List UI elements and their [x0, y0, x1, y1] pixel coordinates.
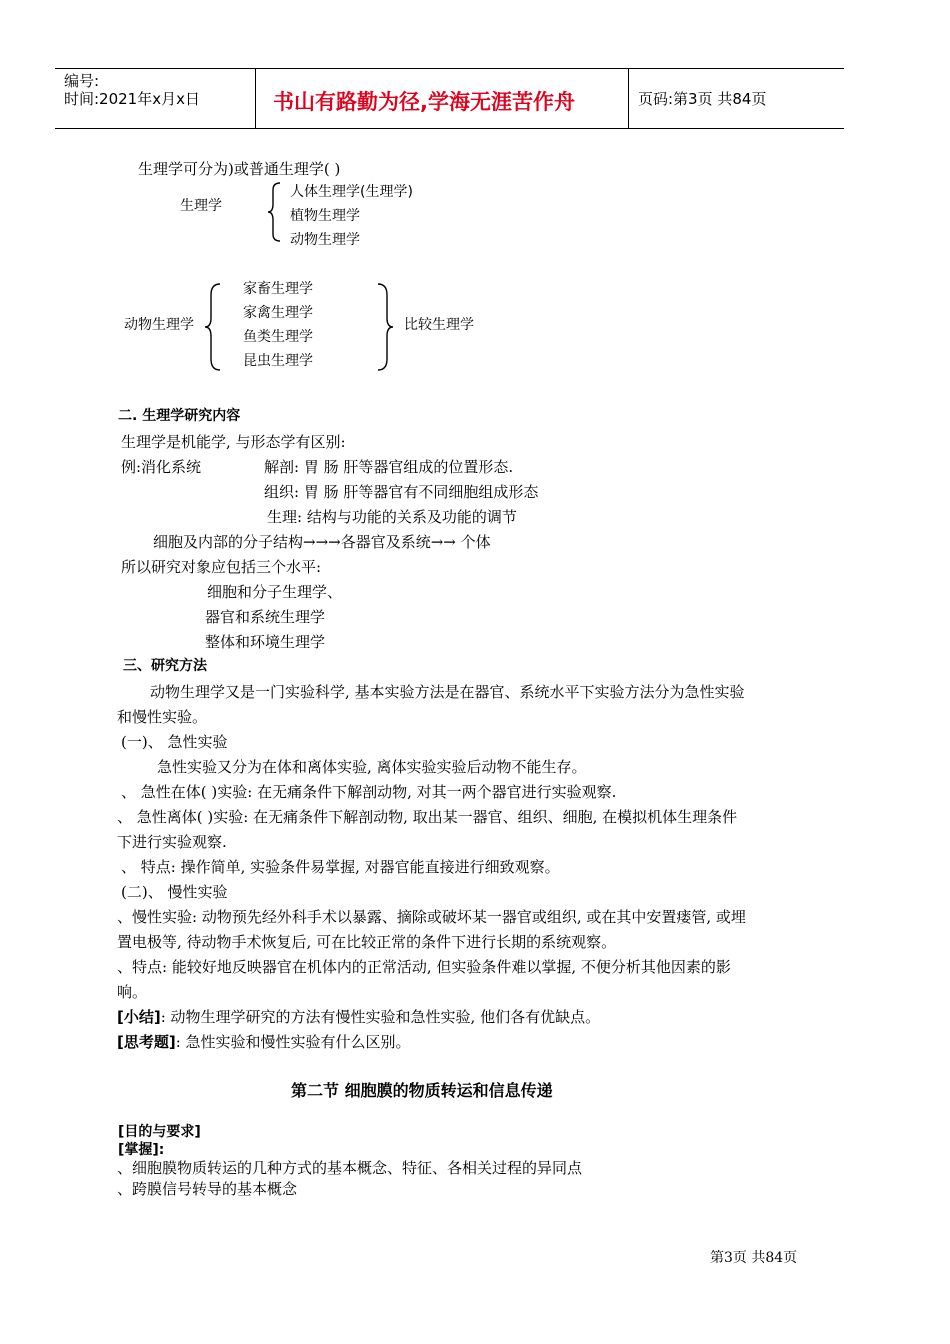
section-title: 第二节 细胞膜的物质转运和信息传递: [291, 1081, 553, 1100]
acute-invivo: 、 急性在体( )实验: 在无痛条件下解剖动物, 对其一两个器官进行实验观察.: [121, 783, 617, 801]
section3-paragraph: 和慢性实验。: [117, 708, 208, 726]
section2-levels-intro: 所以研究对象应包括三个水平:: [121, 558, 322, 576]
goals-label: [目的与要求]: [118, 1124, 201, 1140]
acute-invitro: 下进行实验观察.: [117, 833, 227, 851]
section2-example-tissue: 组织: 胃 肠 肝等器官有不同细胞组成形态: [264, 483, 539, 501]
summary: [117, 1007, 600, 1027]
question-label: [思考题]: [117, 1033, 176, 1051]
summary-text: : 动物生理学研究的方法有慢性实验和急性实验, 他们各有优缺点。: [160, 1008, 601, 1026]
header-top-rule: [55, 68, 844, 69]
goal-item: 、细胞膜物质转运的几种方式的基本概念、特征、各相关过程的异同点: [117, 1159, 583, 1177]
section2-example-physiology: 生理: 结构与功能的关系及功能的调节: [267, 508, 517, 526]
section2-chain: 细胞及内部的分子结构→→→各器官及系统→→ 个体: [153, 533, 491, 551]
section2-example-label: 例:消化系统: [121, 458, 202, 476]
diagram2-branch: 昆虫生理学: [243, 353, 313, 369]
chronic-features: 、特点: 能较好地反映器官在机体内的正常活动, 但实验条件难以掌握, 不便分析其他因素的影: [117, 958, 731, 976]
section2-heading: 二. 生理学研究内容: [118, 408, 241, 424]
section3-heading: 三、研究方法: [123, 658, 207, 674]
header-number-label: 编号:: [64, 72, 100, 90]
header-divider: [628, 68, 629, 129]
section2-example-anatomy: 解剖: 胃 肠 肝等器官组成的位置形态.: [264, 458, 514, 476]
diagram1-root: 生理学: [180, 198, 222, 214]
acute-invitro: 、 急性离体( )实验: 在无痛条件下解剖动物, 取出某一器官、组织、细胞, 在模拟机体生理条件: [117, 808, 738, 826]
diagram2-branch: 家禽生理学: [243, 305, 313, 321]
section2-level: 整体和环境生理学: [205, 633, 326, 651]
diagram2-left-brace: [205, 283, 221, 371]
section2-line: 生理学是机能学, 与形态学有区别:: [121, 433, 346, 451]
header-page-label: 页码:第3页 共84页: [638, 90, 767, 108]
header-divider: [255, 68, 256, 129]
diagram2-branch: 家畜生理学: [243, 281, 313, 297]
header-bottom-rule: [55, 128, 844, 129]
chronic-definition: 置电极等, 待动物手术恢复后, 可在比较正常的条件下进行长期的系统观察。: [117, 933, 617, 951]
diagram2-right-brace: [377, 283, 393, 371]
header-motto: 书山有路勤为径,学海无涯苦作舟: [273, 90, 575, 114]
acute-features: 、 特点: 操作简单, 实验条件易掌握, 对器官能直接进行细致观察。: [121, 858, 560, 876]
intro-line: 生理学可分为)或普通生理学( ): [138, 160, 341, 178]
diagram2-root: 动物生理学: [124, 317, 194, 333]
diagram1-brace: [268, 182, 282, 242]
acute-heading: (一)、 急性实验: [121, 733, 228, 751]
diagram1-branch: 人体生理学(生理学): [290, 184, 413, 200]
chronic-features: 响。: [117, 983, 148, 1001]
diagram1-branch: 植物生理学: [290, 208, 360, 224]
chronic-definition: 、慢性实验: 动物预先经外科手术以暴露、摘除或破坏某一器官或组织, 或在其中安置瘘管, 或埋: [117, 908, 746, 926]
acute-intro: 急性实验又分为在体和离体实验, 离体实验实验后动物不能生存。: [157, 758, 587, 776]
diagram1-branch: 动物生理学: [290, 232, 360, 248]
header-date-label: 时间:2021年x月x日: [64, 90, 200, 108]
diagram2-result: 比较生理学: [404, 317, 474, 333]
question-text: : 急性实验和慢性实验有什么区别。: [175, 1033, 411, 1051]
footer-page-number: 第3页 共84页: [710, 1250, 798, 1266]
goal-item: 、跨膜信号转导的基本概念: [117, 1180, 298, 1198]
chronic-heading: (二)、 慢性实验: [121, 883, 228, 901]
master-label: [掌握]:: [118, 1142, 165, 1158]
question: [117, 1032, 411, 1052]
summary-label: [小结]: [117, 1008, 161, 1026]
section2-level: 器官和系统生理学: [205, 608, 326, 626]
section3-paragraph: 动物生理学又是一门实验科学, 基本实验方法是在器官、系统水平下实验方法分为急性实验: [150, 683, 745, 701]
section2-level: 细胞和分子生理学、: [207, 583, 343, 601]
diagram2-branch: 鱼类生理学: [243, 329, 313, 345]
